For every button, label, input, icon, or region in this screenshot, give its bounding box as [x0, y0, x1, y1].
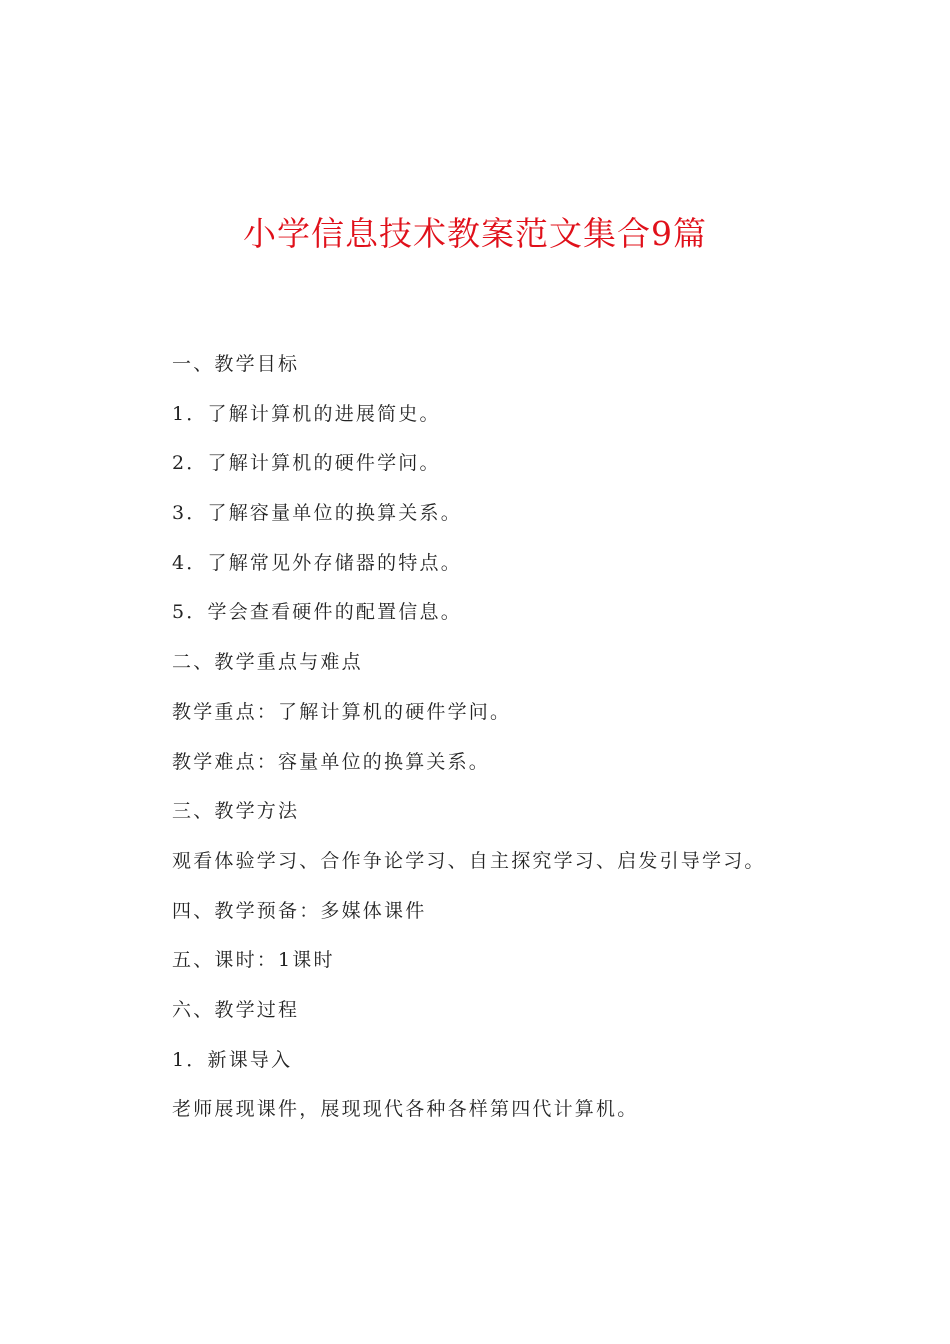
objective-item: 5．学会查看硬件的配置信息。: [172, 601, 462, 624]
objective-item: 4．了解常见外存储器的特点。: [172, 551, 462, 574]
section-heading-objectives: 一、教学目标: [172, 353, 300, 375]
process-step-text: 老师展现课件，展现现代各种各样第四代计算机。: [172, 1098, 639, 1121]
methods-text: 观看体验学习、合作争论学习、自主探究学习、启发引导学习。: [172, 849, 766, 872]
key-point-text: 教学重点：了解计算机的硬件学问。: [172, 700, 512, 723]
objective-item: 2．了解计算机的硬件学问。: [172, 452, 441, 475]
objective-item: 3．了解容量单位的换算关系。: [172, 502, 462, 525]
section-heading-class-hours: 五、课时：1课时: [172, 949, 335, 972]
section-heading-methods: 三、教学方法: [172, 800, 300, 823]
document-body: [172, 343, 892, 1138]
process-step-heading: 1．新课导入: [172, 1048, 293, 1071]
objective-item: 1．了解计算机的进展简史。: [172, 402, 441, 425]
section-heading-process: 六、教学过程: [172, 998, 300, 1021]
section-heading-preparation: 四、教学预备：多媒体课件: [172, 899, 427, 922]
section-heading-key-points: 二、教学重点与难点: [172, 651, 363, 674]
difficult-point-text: 教学难点：容量单位的换算关系。: [172, 750, 491, 773]
document-title: 小学信息技术教案范文集合9篇: [243, 214, 707, 253]
